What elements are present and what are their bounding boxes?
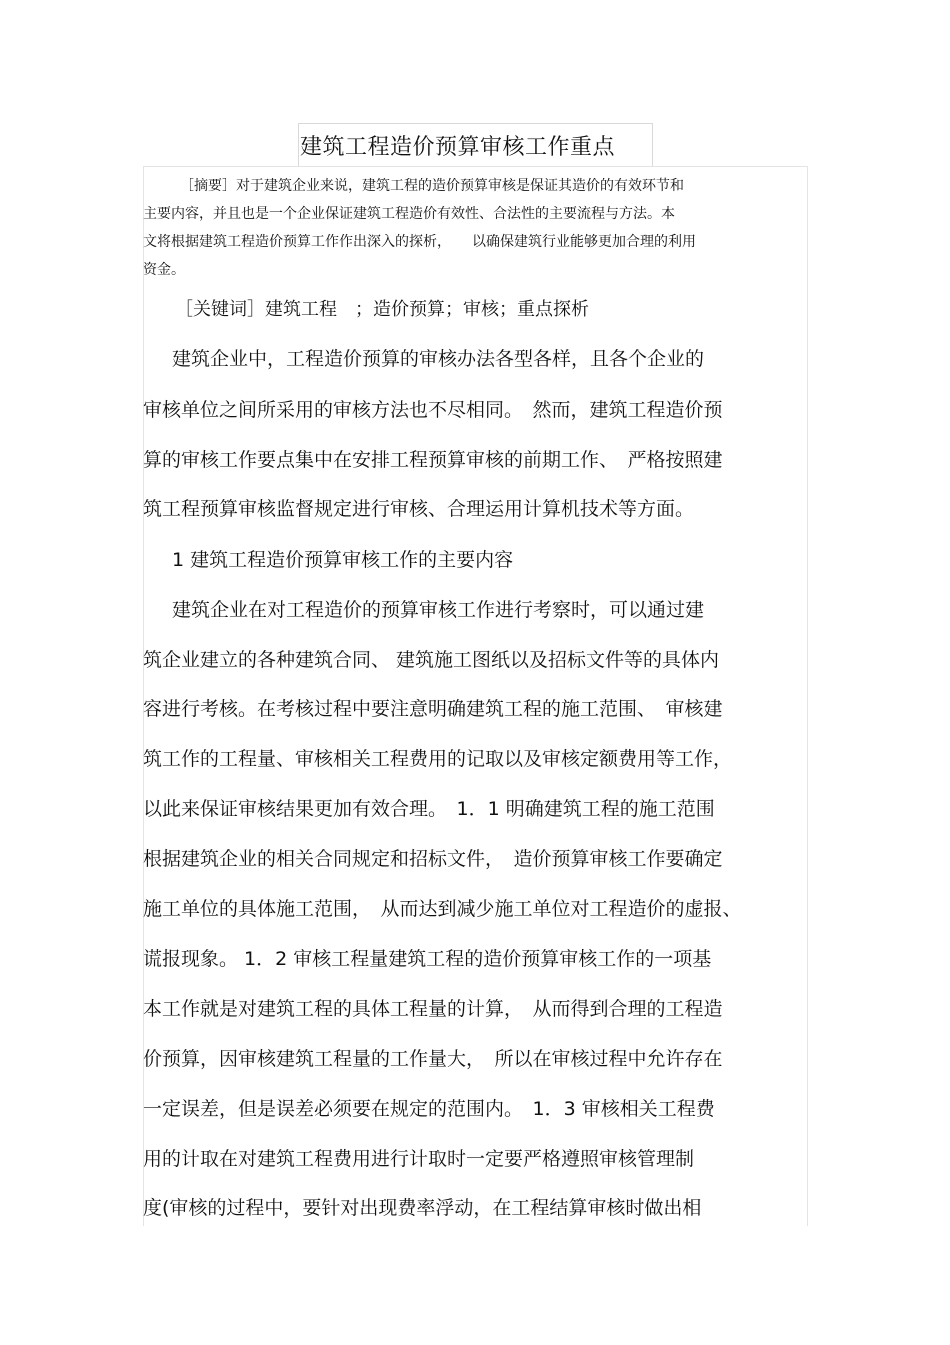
section-heading: 1 建筑工程造价预算审核工作的主要内容 xyxy=(172,549,514,571)
body-line: 筑工作的工程量、审核相关工程费用的记取以及审核定额费用等工作， xyxy=(143,748,733,770)
body-line: 筑企业建立的各种建筑合同、 建筑施工图纸以及招标文件等的具体内 xyxy=(143,649,720,671)
body-line: 建筑企业中，工程造价预算的审核办法各型各样，且各个企业的 xyxy=(172,348,705,370)
body-line: 度(审核的过程中，要针对出现费率浮动，在工程结算审核时做出相 xyxy=(143,1197,702,1219)
body-line: 施工单位的具体施工范围， 从而达到减少施工单位对工程造价的虚报、 xyxy=(143,898,742,920)
body-line: 审核单位之间所采用的审核方法也不尽相同。 然而，建筑工程造价预 xyxy=(143,399,723,421)
body-line: 谎报现象。 1．2 审核工程量建筑工程的造价预算审核工作的一项基 xyxy=(143,948,712,970)
abstract-line: 主要内容，并且也是一个企业保证建筑工程造价有效性、合法性的主要流程与方法。本 xyxy=(143,206,675,222)
abstract-line: 文将根据建筑工程造价预算工作作出深入的探析， 以确保建筑行业能够更加合理的利用 xyxy=(143,234,696,250)
body-line: 本工作就是对建筑工程的具体工程量的计算， 从而得到合理的工程造 xyxy=(143,998,723,1020)
body-line: 用的计取在对建筑工程费用进行计取时一定要严格遵照审核管理制 xyxy=(143,1148,695,1170)
body-line: 以此来保证审核结果更加有效合理。 1．1 明确建筑工程的施工范围 xyxy=(143,798,715,820)
body-line: 容进行考核。在考核过程中要注意明确建筑工程的施工范围、 审核建 xyxy=(143,698,723,720)
body-line: 建筑企业在对工程造价的预算审核工作进行考察时，可以通过建 xyxy=(172,599,705,621)
abstract-line: ［摘要］对于建筑企业来说，建筑工程的造价预算审核是保证其造价的有效环节和 xyxy=(180,178,684,194)
body-line: 价预算，因审核建筑工程量的工作量大， 所以在审核过程中允许存在 xyxy=(143,1048,723,1070)
body-line: 一定误差，但是误差必须要在规定的范围内。 1．3 审核相关工程费 xyxy=(143,1098,715,1120)
abstract-line: 资金。 xyxy=(143,262,185,278)
document-title: 建筑工程造价预算审核工作重点 xyxy=(300,135,616,160)
body-line: 筑工程预算审核监督规定进行审核、合理运用计算机技术等方面。 xyxy=(143,498,695,520)
keywords: ［关键词］建筑工程 ；造价预算；审核；重点探析 xyxy=(175,299,589,320)
body-line: 根据建筑企业的相关合同规定和招标文件， 造价预算审核工作要确定 xyxy=(143,848,723,870)
body-line: 算的审核工作要点集中在安排工程预算审核的前期工作、 严格按照建 xyxy=(143,449,723,471)
